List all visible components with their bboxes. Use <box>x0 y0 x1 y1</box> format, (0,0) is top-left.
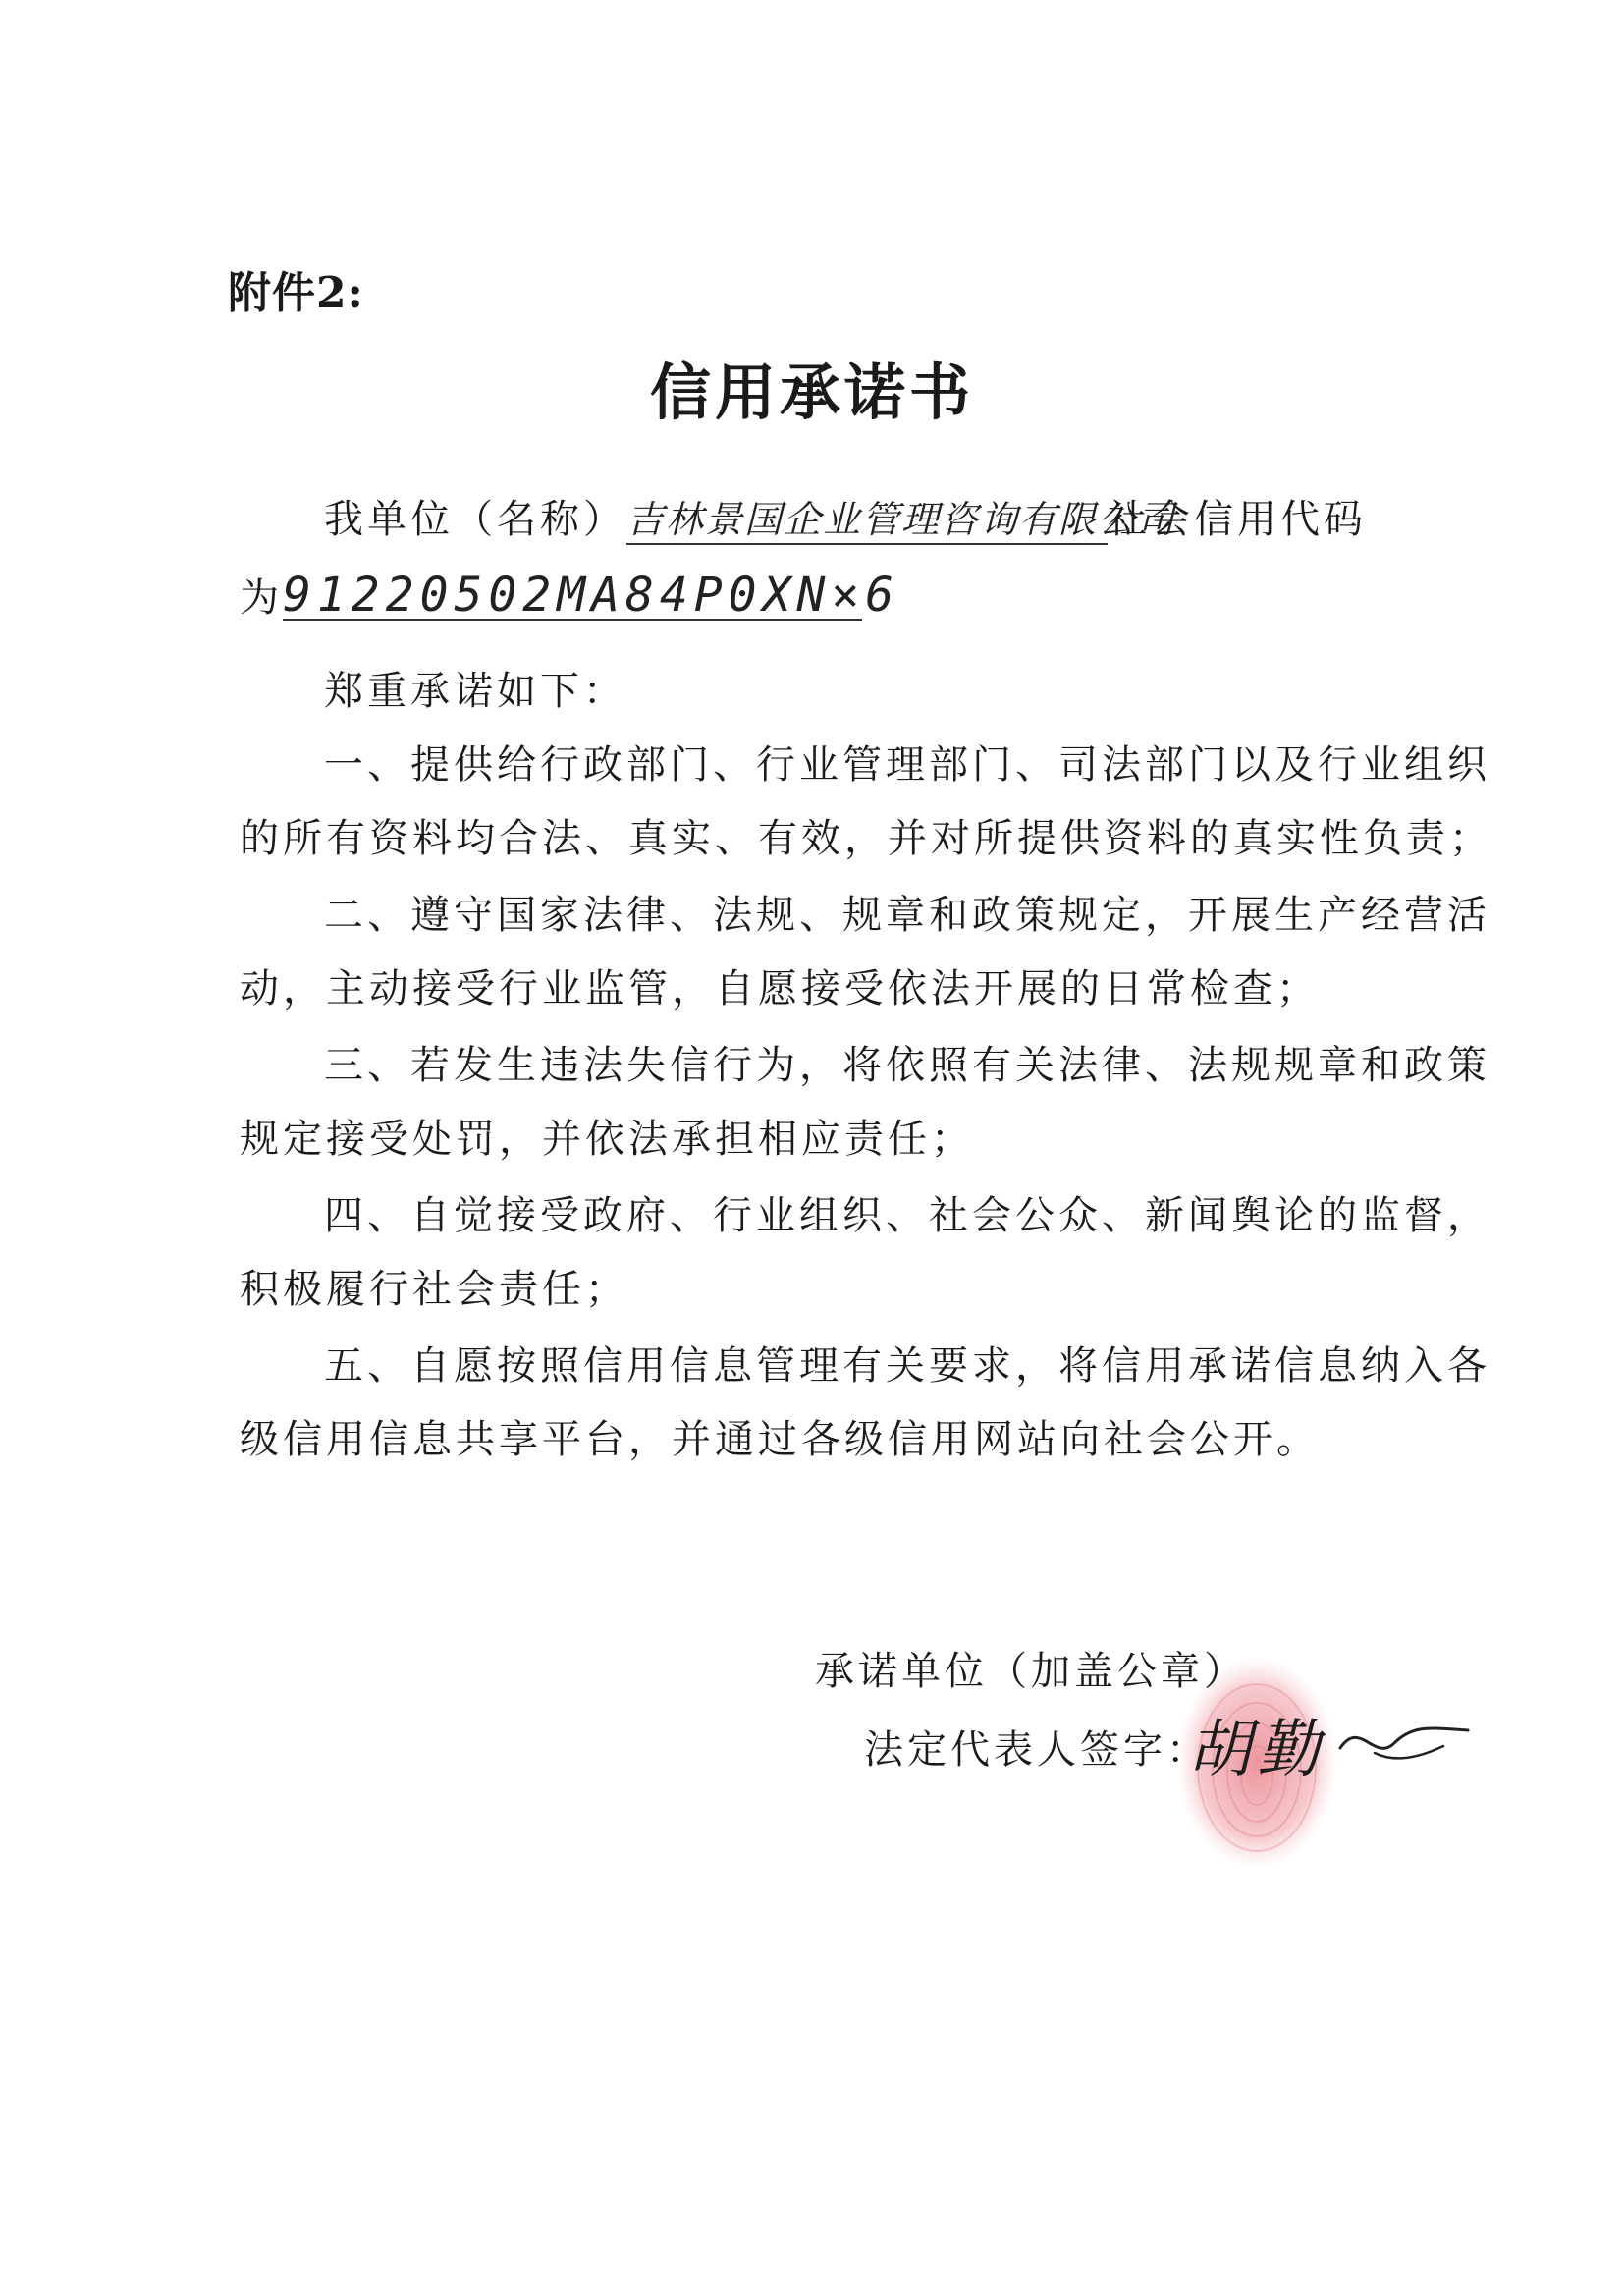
commitment-lead: 郑重承诺如下： <box>324 669 626 714</box>
credit-code-handwritten: 91220502MA84P0XN×6 <box>283 568 900 623</box>
item-5-line-2: 级信用信息共享平台，并通过各级信用网站向社会公开。 <box>240 1417 1320 1462</box>
intro-line-2 <box>240 560 1428 636</box>
item-5-line-1: 五、自愿按照信用信息管理有关要求，将信用承诺信息纳入各 <box>324 1343 1490 1389</box>
item-4-line-1: 四、自觉接受政府、行业组织、社会公众、新闻舆论的监督， <box>324 1193 1490 1238</box>
item-4-line-2: 积极履行社会责任； <box>240 1267 628 1312</box>
document-title: 信用承诺书 <box>649 356 974 428</box>
signature-flourish <box>1335 1709 1473 1768</box>
item-2-line-1: 二、遵守国家法律、法规、规章和政策规定，开展生产经营活 <box>324 893 1490 938</box>
unit-prefix: 我单位（名称） <box>324 497 626 542</box>
item-3-line-2: 规定接受处罚，并依法承担相应责任； <box>240 1117 974 1162</box>
code-prefix: 为 <box>240 575 283 621</box>
attachment-label: 附件2: <box>228 268 364 318</box>
unit-name-handwritten: 吉林景国企业管理咨询有限公司 <box>626 496 1108 545</box>
unit-suffix: 社会信用代码 <box>1108 497 1367 542</box>
item-1-line-2: 的所有资料均合法、真实、有效，并对所提供资料的真实性负责； <box>240 816 1492 861</box>
intro-line-1 <box>324 481 1512 558</box>
sign-unit-label: 承诺单位（加盖公章） <box>815 1649 1247 1694</box>
item-3-line-1: 三、若发生违法失信行为，将依照有关法律、法规规章和政策 <box>324 1043 1490 1088</box>
item-1-line-1: 一、提供给行政部门、行业管理部门、司法部门以及行业组织 <box>324 742 1490 788</box>
rep-signature-handwritten: 胡勤 <box>1188 1714 1326 1786</box>
item-2-line-2: 动，主动接受行业监管，自愿接受依法开展的日常检查； <box>240 966 1320 1011</box>
sign-rep-label: 法定代表人签字： <box>864 1727 1210 1773</box>
